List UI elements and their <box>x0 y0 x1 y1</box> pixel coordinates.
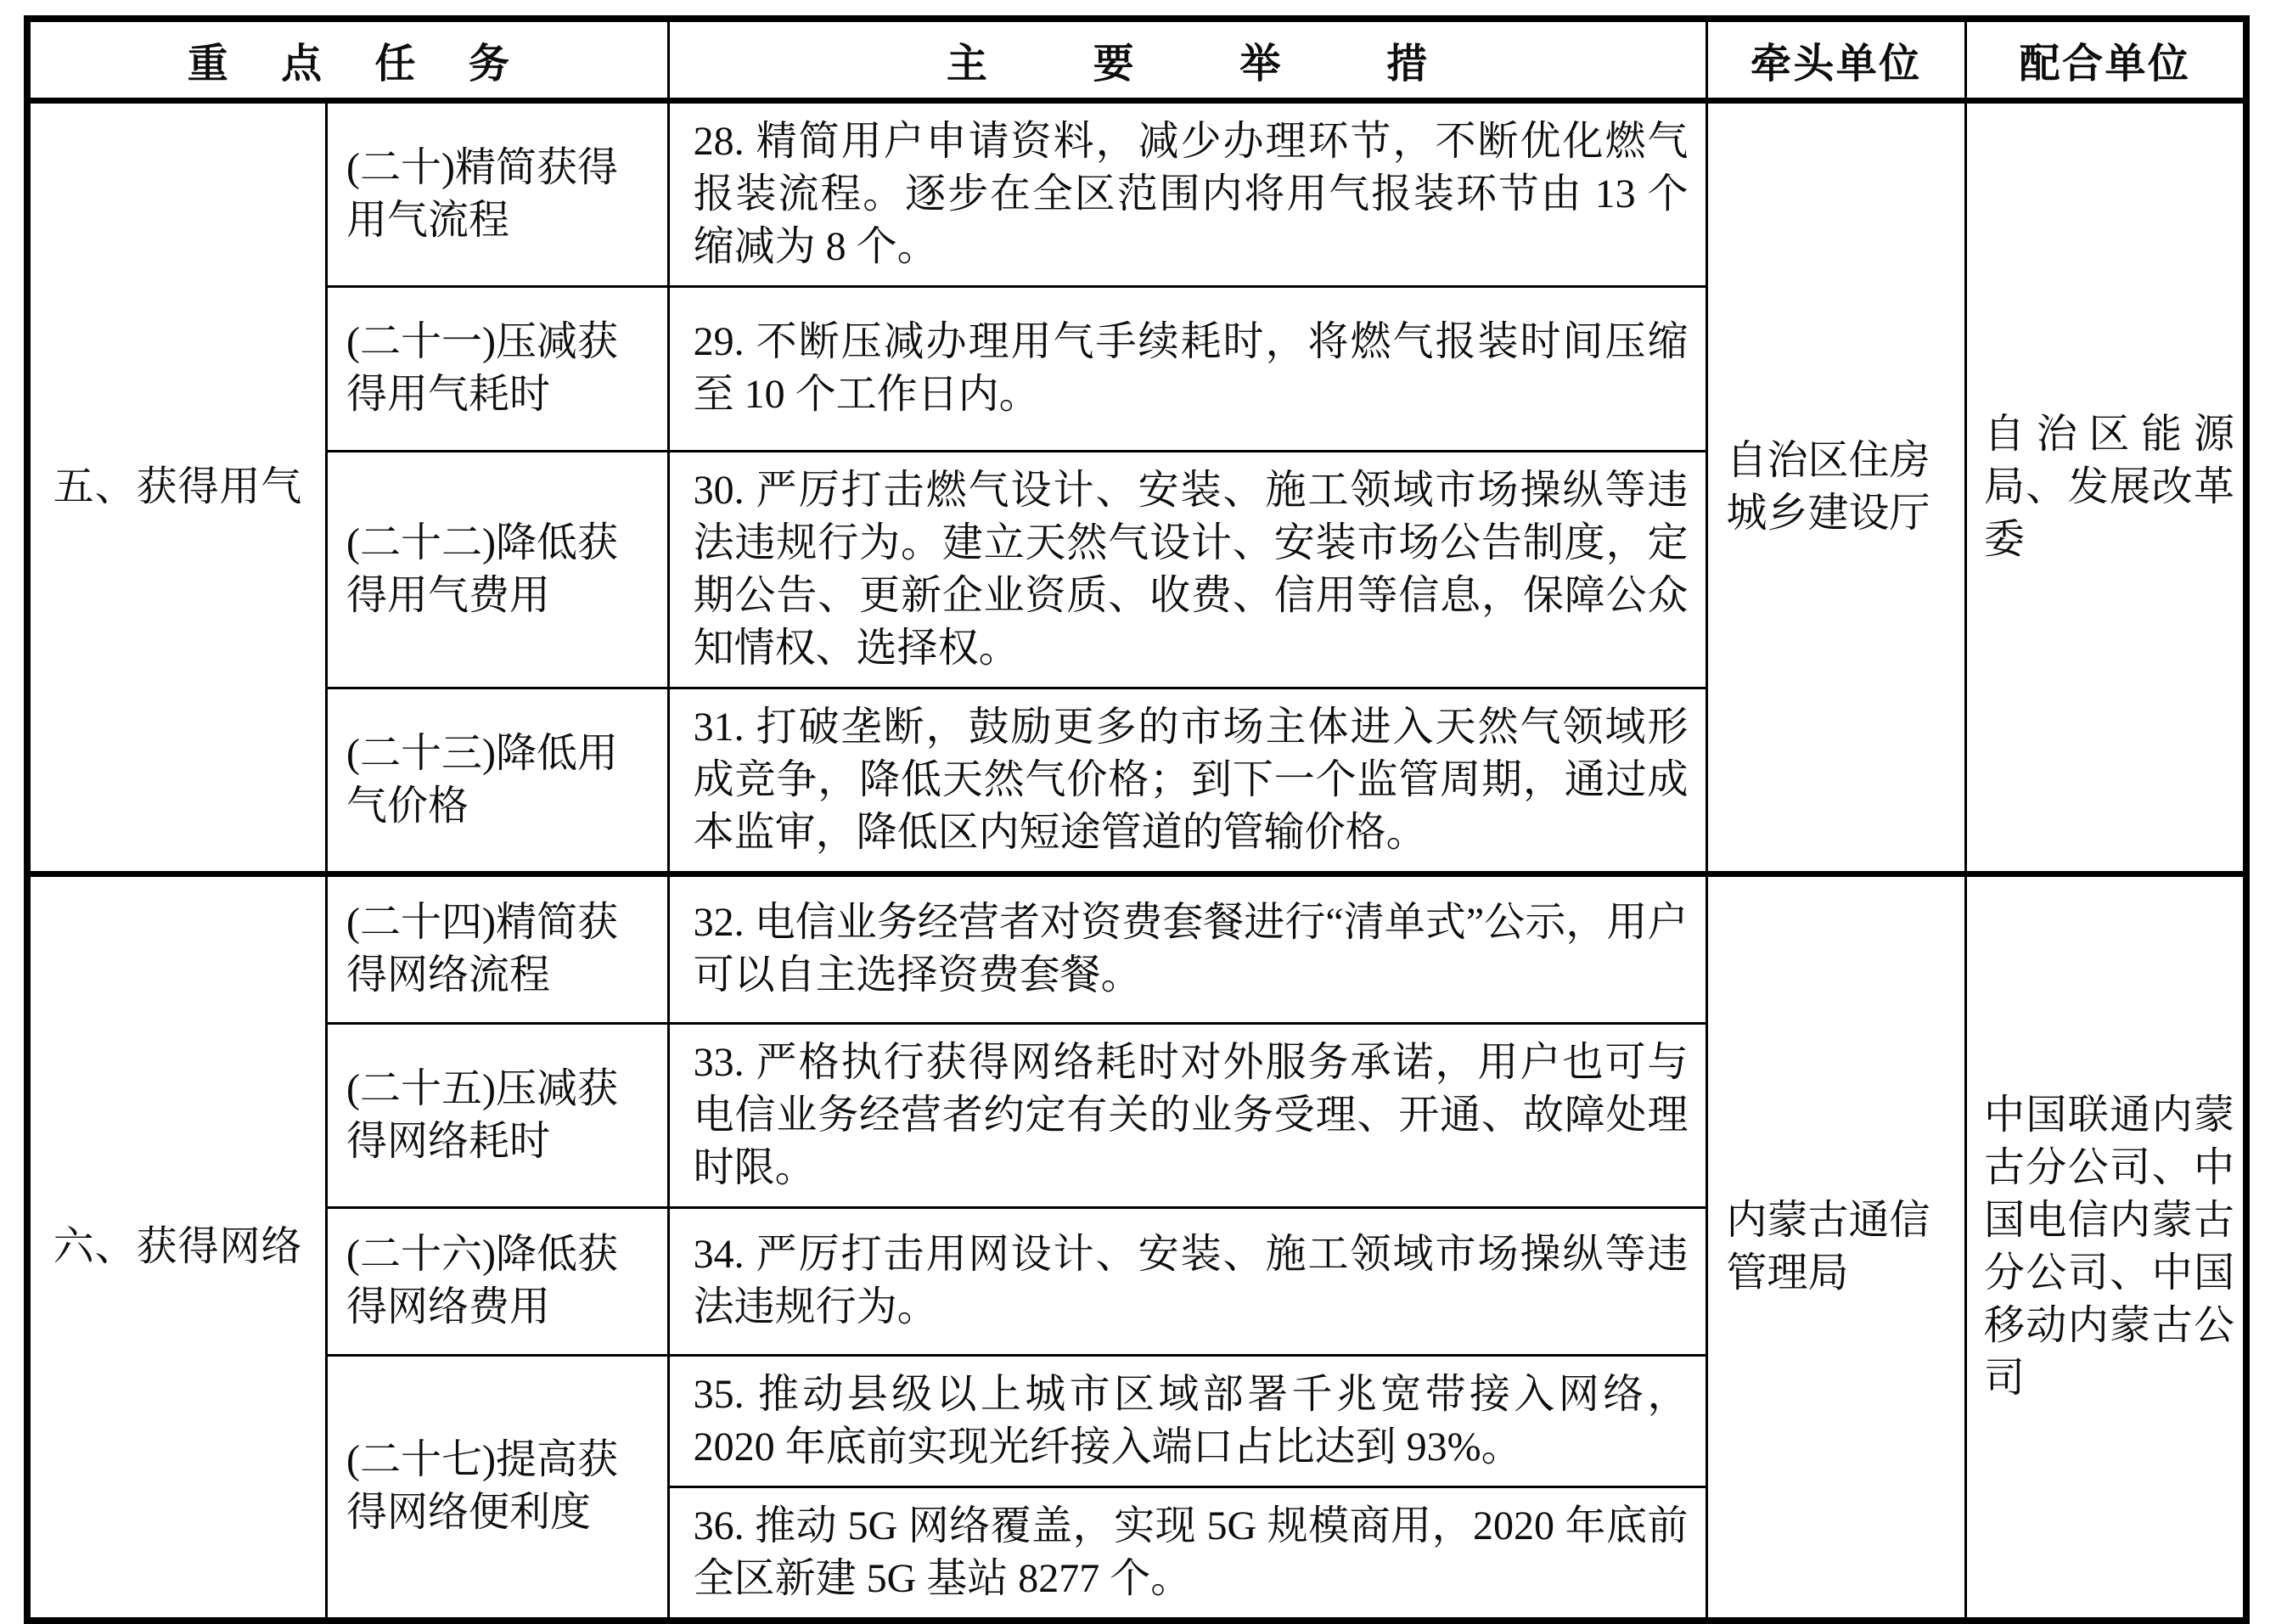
task-23: (二十三)降低用气价格 <box>327 688 669 874</box>
measure-34: 34. 严厉打击用网设计、安装、施工领域市场操纵等违法违规行为。 <box>668 1207 1706 1355</box>
header-key-tasks: 重点任务 <box>27 19 668 100</box>
measure-33: 33. 严格执行获得网络耗时对外服务承诺，用户也可与电信业务经营者约定有关的业务受理、开通、故障处理时限。 <box>668 1023 1706 1207</box>
measure-28: 28. 精简用户申请资料，减少办理环节，不断优化燃气报装流程。逐步在全区范围内将用气报装环节由 13 个缩减为 8 个。 <box>668 100 1706 286</box>
task-25: (二十五)压减获得网络耗时 <box>327 1023 669 1207</box>
key-tasks-measures-table <box>24 15 2250 1624</box>
task-20: (二十)精简获得用气流程 <box>327 100 669 286</box>
measure-36: 36. 推动 5G 网络覆盖，实现 5G 规模商用，2020 年底前全区新建 5G 基站 8277 个。 <box>668 1486 1706 1621</box>
task-27: (二十七)提高获得网络便利度 <box>327 1355 669 1621</box>
header-lead-unit: 牵头单位 <box>1706 19 1965 100</box>
measure-32: 32. 电信业务经营者对资费套餐进行“清单式”公示，用户可以自主选择资费套餐。 <box>668 874 1706 1023</box>
lead-unit-gas: 自治区住房城乡建设厅 <box>1706 100 1965 874</box>
section-label-network: 六、获得网络 <box>27 874 327 1621</box>
scanned-document-page <box>24 15 2250 1624</box>
measure-30: 30. 严厉打击燃气设计、安装、施工领域市场操纵等违法违规行为。建立天然气设计、安装市场公告制度，定期公告、更新企业资质、收费、信用等信息，保障公众知情权、选择权。 <box>668 451 1706 688</box>
table-row <box>27 100 2246 286</box>
header-support-unit: 配合单位 <box>1965 19 2246 100</box>
table-row <box>27 874 2246 1023</box>
support-unit-network: 中国联通内蒙古分公司、中国电信内蒙古分公司、中国移动内蒙古公司 <box>1965 874 2246 1621</box>
task-26: (二十六)降低获得网络费用 <box>327 1207 669 1355</box>
support-unit-gas: 自治区能源局、发展改革委 <box>1965 100 2246 874</box>
task-24: (二十四)精简获得网络流程 <box>327 874 669 1023</box>
task-21: (二十一)压减获得用气耗时 <box>327 286 669 451</box>
table-header-row <box>27 19 2246 100</box>
measure-35: 35. 推动县级以上城市区域部署千兆宽带接入网络，2020 年底前实现光纤接入端口占比达到 93%。 <box>668 1355 1706 1486</box>
lead-unit-network: 内蒙古通信管理局 <box>1706 874 1965 1621</box>
measure-29: 29. 不断压减办理用气手续耗时，将燃气报装时间压缩至 10 个工作日内。 <box>668 286 1706 451</box>
section-label-gas: 五、获得用气 <box>27 100 327 874</box>
task-22: (二十二)降低获得用气费用 <box>327 451 669 688</box>
header-main-measures: 主要举措 <box>668 19 1706 100</box>
measure-31: 31. 打破垄断，鼓励更多的市场主体进入天然气领域形成竞争，降低天然气价格；到下一个监管周期，通过成本监审，降低区内短途管道的管输价格。 <box>668 688 1706 874</box>
